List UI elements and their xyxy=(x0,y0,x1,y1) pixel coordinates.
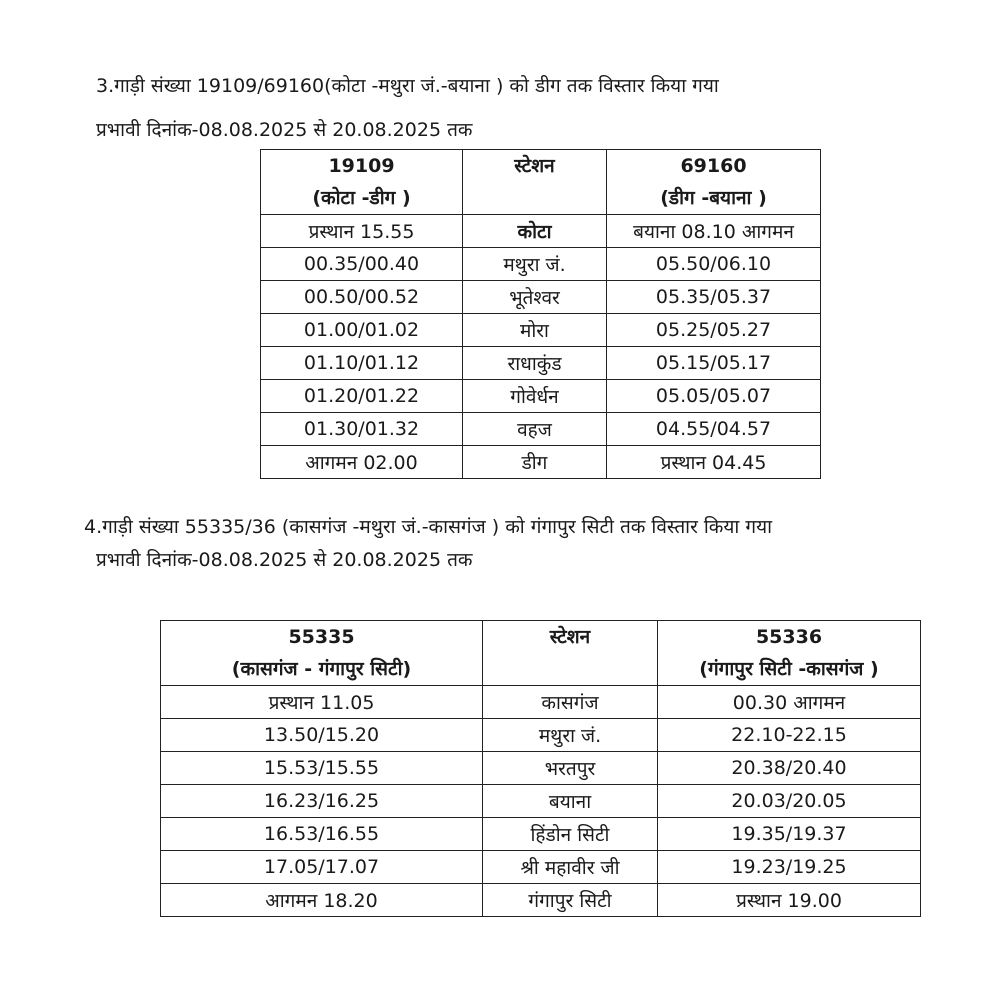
timing-cell: 01.30/01.32 xyxy=(261,413,463,446)
timing-cell: बयाना 08.10 आगमन xyxy=(607,215,821,248)
train-route: (गंगापुर सिटी -कासगंज ) xyxy=(699,658,879,680)
table-row xyxy=(261,314,821,347)
station-cell: गोवेर्धन xyxy=(463,380,607,413)
timing-cell: 22.10-22.15 xyxy=(658,719,921,752)
timetable-19109-69160 xyxy=(260,149,821,479)
table-row xyxy=(261,446,821,479)
train-number: 19109 xyxy=(328,155,395,177)
train-route: (कोटा -डीग ) xyxy=(312,187,411,209)
station-cell: कोटा xyxy=(463,215,607,248)
section3-effective-date: प्रभावी दिनांक-08.08.2025 से 20.08.2025 तक xyxy=(96,119,473,141)
column-header-station: स्टेशन xyxy=(483,621,658,686)
timetable-55335-55336 xyxy=(160,620,921,917)
timing-cell: 16.53/16.55 xyxy=(161,818,483,851)
table-row xyxy=(261,380,821,413)
table-row xyxy=(161,785,921,818)
timing-cell: 05.25/05.27 xyxy=(607,314,821,347)
timing-cell: 00.30 आगमन xyxy=(658,686,921,719)
timing-cell: 16.23/16.25 xyxy=(161,785,483,818)
timing-cell: 01.20/01.22 xyxy=(261,380,463,413)
timing-cell: 05.15/05.17 xyxy=(607,347,821,380)
timing-cell: 13.50/15.20 xyxy=(161,719,483,752)
timing-cell: 15.53/15.55 xyxy=(161,752,483,785)
station-cell: डीग xyxy=(463,446,607,479)
station-cell: भूतेश्वर xyxy=(463,281,607,314)
table-row xyxy=(161,752,921,785)
timing-cell: 04.55/04.57 xyxy=(607,413,821,446)
station-cell: श्री महावीर जी xyxy=(483,851,658,884)
train-number: 55335 xyxy=(288,626,355,648)
table-row xyxy=(161,884,921,917)
timing-cell: प्रस्थान 19.00 xyxy=(658,884,921,917)
column-header-69160 xyxy=(607,150,821,215)
station-cell: वहज xyxy=(463,413,607,446)
train-number: 69160 xyxy=(680,155,747,177)
table-header-row xyxy=(161,621,921,686)
table-row xyxy=(161,719,921,752)
timing-cell: प्रस्थान 04.45 xyxy=(607,446,821,479)
section4-effective-date: प्रभावी दिनांक-08.08.2025 से 20.08.2025 तक xyxy=(96,549,473,571)
station-cell: बयाना xyxy=(483,785,658,818)
timing-cell: 01.10/01.12 xyxy=(261,347,463,380)
table-row xyxy=(261,347,821,380)
column-header-55335 xyxy=(161,621,483,686)
timing-cell: प्रस्थान 11.05 xyxy=(161,686,483,719)
timing-cell: 19.23/19.25 xyxy=(658,851,921,884)
train-number: 55336 xyxy=(755,626,823,648)
timing-cell: 17.05/17.07 xyxy=(161,851,483,884)
timing-cell: 00.35/00.40 xyxy=(261,248,463,281)
column-header-station: स्टेशन xyxy=(463,150,607,215)
table-row xyxy=(161,851,921,884)
train-route: (कासगंज - गंगापुर सिटी) xyxy=(231,658,412,680)
section3-heading: 3.गाड़ी संख्या 19109/69160(कोटा -मथुरा जं.-बयाना ) को डीग तक विस्तार किया गया xyxy=(96,75,719,97)
table-row xyxy=(161,686,921,719)
timing-cell: 05.35/05.37 xyxy=(607,281,821,314)
table-row xyxy=(261,248,821,281)
timing-cell: 19.35/19.37 xyxy=(658,818,921,851)
station-cell: राधाकुंड xyxy=(463,347,607,380)
column-header-55336 xyxy=(658,621,921,686)
timing-cell: आगमन 18.20 xyxy=(161,884,483,917)
station-cell: हिंडोन सिटी xyxy=(483,818,658,851)
station-cell: मोरा xyxy=(463,314,607,347)
timing-cell: आगमन 02.00 xyxy=(261,446,463,479)
column-header-19109 xyxy=(261,150,463,215)
timing-cell: 20.38/20.40 xyxy=(658,752,921,785)
table-row xyxy=(161,818,921,851)
timing-cell: प्रस्थान 15.55 xyxy=(261,215,463,248)
station-cell: गंगापुर सिटी xyxy=(483,884,658,917)
timing-cell: 01.00/01.02 xyxy=(261,314,463,347)
table-row xyxy=(261,281,821,314)
table-row xyxy=(261,413,821,446)
station-cell: कासगंज xyxy=(483,686,658,719)
table-row xyxy=(261,215,821,248)
timing-cell: 05.05/05.07 xyxy=(607,380,821,413)
table-header-row xyxy=(261,150,821,215)
section4-heading: 4.गाड़ी संख्या 55335/36 (कासगंज -मथुरा जं.-कासगंज ) को गंगापुर सिटी तक विस्तार किया गया xyxy=(84,516,773,538)
station-cell: भरतपुर xyxy=(483,752,658,785)
timing-cell: 00.50/00.52 xyxy=(261,281,463,314)
station-cell: मथुरा जं. xyxy=(463,248,607,281)
timing-cell: 20.03/20.05 xyxy=(658,785,921,818)
station-cell: मथुरा जं. xyxy=(483,719,658,752)
timing-cell: 05.50/06.10 xyxy=(607,248,821,281)
train-route: (डीग -बयाना ) xyxy=(660,187,767,209)
